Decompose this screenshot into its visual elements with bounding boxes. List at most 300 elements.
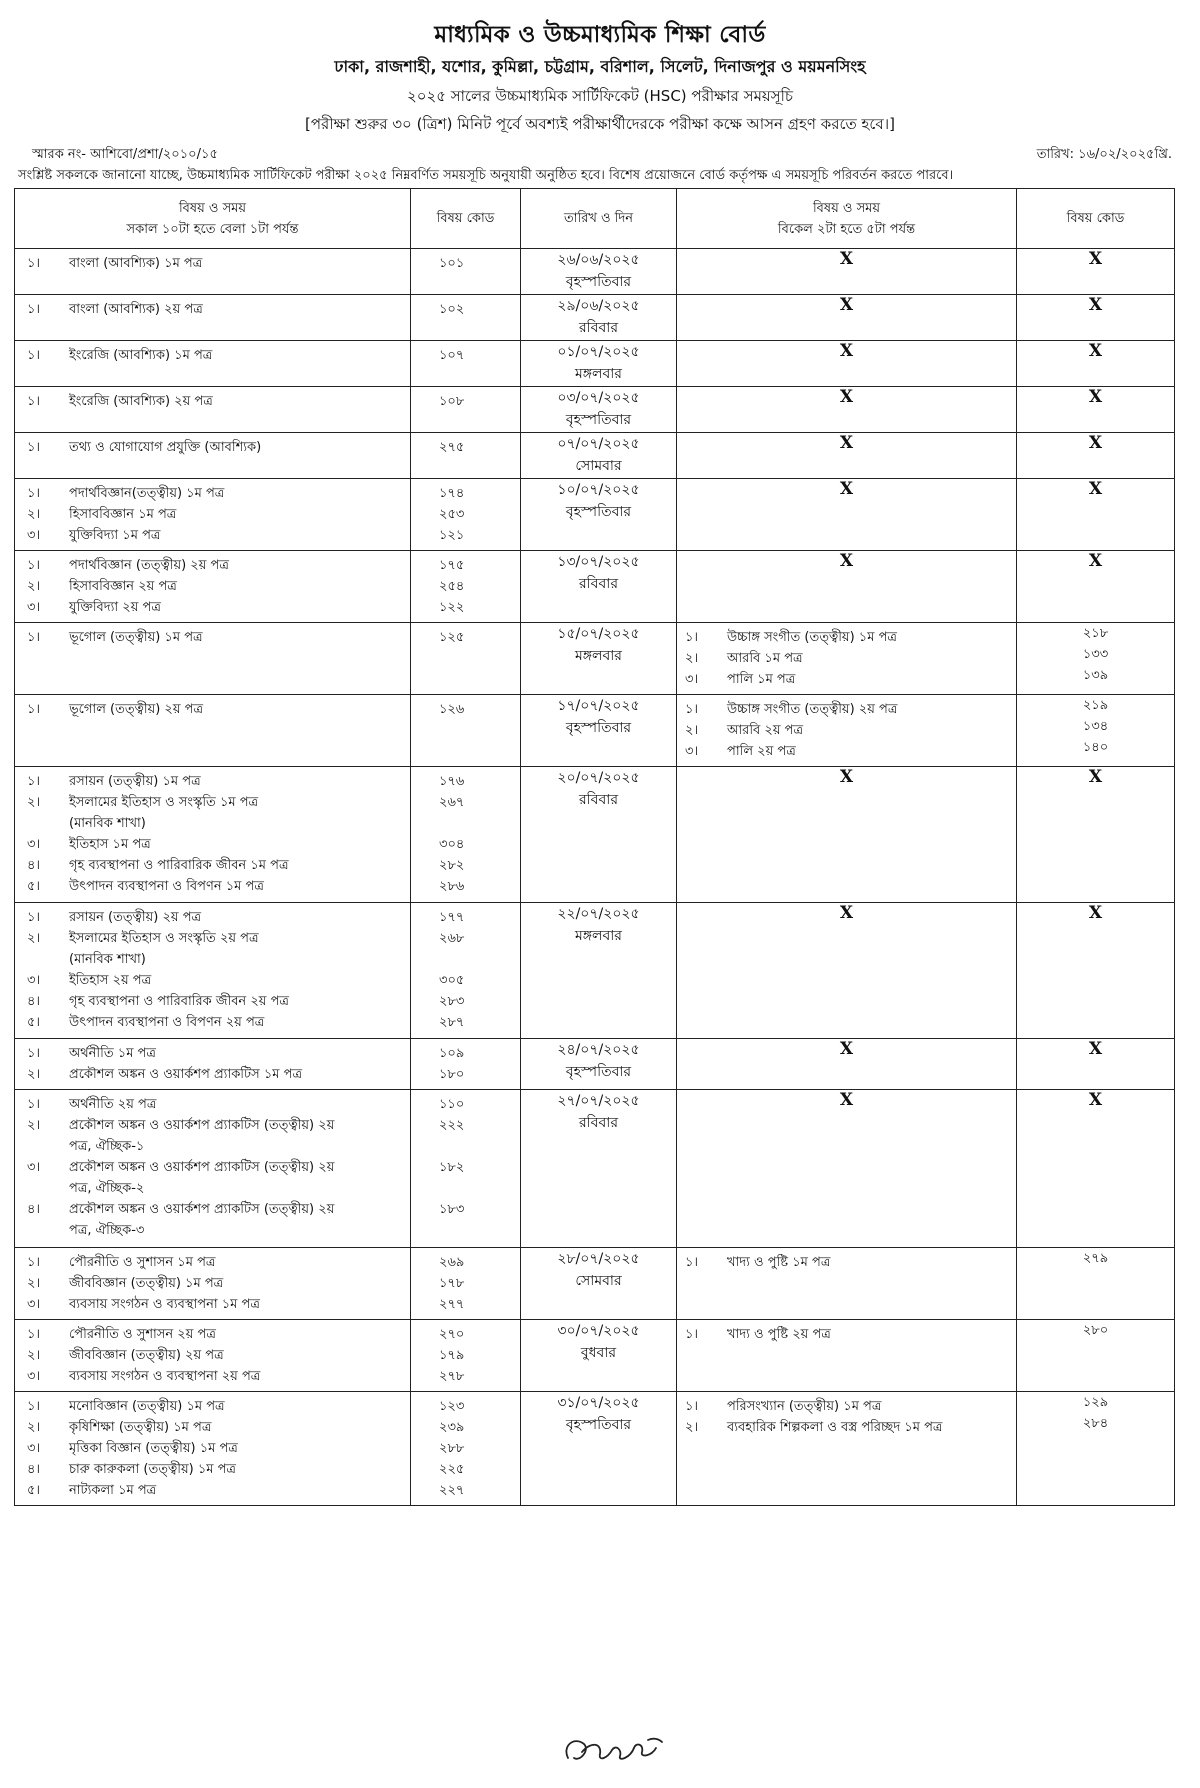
date-value: ২৬/০৬/২০২৫ xyxy=(557,252,640,268)
morning-codes xyxy=(411,479,521,551)
no-exam-mark: X xyxy=(677,479,1017,551)
exam-date xyxy=(521,387,677,433)
day-name: মঙ্গলবার xyxy=(574,366,623,382)
exam-date xyxy=(521,623,677,695)
subject-line xyxy=(27,1366,402,1387)
no-exam-mark: X xyxy=(677,1039,1017,1090)
date-value: ২৮/০৭/২০২৫ xyxy=(557,1251,640,1267)
subject-code: ১৭৪ xyxy=(439,486,465,501)
serial-number: ৩। xyxy=(27,1297,41,1312)
morning-subjects xyxy=(15,295,411,341)
exam-date xyxy=(521,767,677,903)
subject-line xyxy=(27,1345,402,1366)
subject-line xyxy=(685,1252,1010,1273)
morning-codes xyxy=(411,433,521,479)
subject-name: পত্র, ঐচ্ছিক-৩ xyxy=(69,1223,145,1238)
subject-name: নাট্যকলা ১ম পত্র xyxy=(69,1483,157,1498)
no-exam-code-mark: X xyxy=(1017,249,1175,295)
morning-codes xyxy=(411,249,521,295)
no-exam-mark: X xyxy=(677,433,1017,479)
subject-line xyxy=(27,1115,402,1136)
subject-name: উচ্চাঙ্গ সংগীত (তত্ত্বীয়) ১ম পত্র xyxy=(727,630,897,645)
serial-number: ১। xyxy=(27,256,41,271)
serial-number: ২। xyxy=(27,1348,41,1363)
date-value: ২৯/০৬/২০২৫ xyxy=(557,298,640,314)
subject-name: চারু কারুকলা (তত্ত্বীয়) ১ম পত্র xyxy=(69,1462,236,1477)
subject-line xyxy=(27,970,402,991)
serial-number: ২। xyxy=(27,579,41,594)
subject-code: ২৬৮ xyxy=(439,931,465,946)
serial-number: ২। xyxy=(27,1118,41,1133)
serial-number: ১। xyxy=(685,1255,699,1270)
serial-number: ১। xyxy=(27,1097,41,1112)
subject-line xyxy=(685,669,1010,690)
subject-line xyxy=(27,437,402,458)
serial-number: ৩। xyxy=(27,973,41,988)
subject-code: ১১০ xyxy=(439,1097,465,1112)
no-exam-mark: X xyxy=(677,551,1017,623)
table-row xyxy=(15,295,1175,341)
subject-name: রসায়ন (তত্ত্বীয়) ২য় পত্র xyxy=(69,910,202,925)
table-row xyxy=(15,1090,1175,1248)
subject-line xyxy=(27,1294,402,1315)
notice-text: সংশ্লিষ্ট সকলকে জানানো যাচ্ছে, উচ্চমাধ্যমিক সার্টিফিকেট পরীক্ষা ২০২৫ নিম্নবর্ণিত সময়সূচি অনুযায়ী অনুষ্ঠিত হবে। বিশেষ প্রয়োজনে বোর্ড কর্তৃপক্ষ এ সময়সূচি পরিবর্তন করতে পারবে। xyxy=(18,168,954,183)
subject-line xyxy=(27,555,402,576)
no-exam-code-mark: X xyxy=(1017,479,1175,551)
subject-line xyxy=(27,876,402,897)
no-exam-mark: X xyxy=(677,1090,1017,1248)
header xyxy=(14,18,1186,138)
date-value: ০৩/০৭/২০২৫ xyxy=(557,390,640,406)
subject-name: কৃষিশিক্ষা (তত্ত্বীয়) ১ম পত্র xyxy=(69,1420,212,1435)
subject-line xyxy=(27,253,402,274)
evening-subjects xyxy=(677,1392,1017,1506)
subject-code: ১৭৯ xyxy=(439,1348,465,1363)
day-name: মঙ্গলবার xyxy=(574,928,623,944)
serial-number: ২। xyxy=(27,795,41,810)
morning-subjects xyxy=(15,249,411,295)
subject-code: ১০৭ xyxy=(439,348,465,363)
subject-code xyxy=(439,813,520,834)
no-exam-mark: X xyxy=(677,903,1017,1039)
morning-codes xyxy=(411,623,521,695)
serial-number xyxy=(27,949,69,970)
subject-code: ২৩৯ xyxy=(439,1420,465,1435)
morning-codes xyxy=(411,1090,521,1248)
subject-name: আরবি ২য় পত্র xyxy=(727,723,804,738)
subject-line xyxy=(685,627,1010,648)
day-name: রবিবার xyxy=(578,792,619,808)
subject-line xyxy=(27,1178,402,1199)
subject-name: ব্যবসায় সংগঠন ও ব্যবস্থাপনা ২য় পত্র xyxy=(69,1369,261,1384)
evening-subjects xyxy=(677,1320,1017,1392)
morning-subjects xyxy=(15,433,411,479)
morning-codes xyxy=(411,903,521,1039)
serial-number: ১। xyxy=(685,1327,699,1342)
no-exam-code-mark: X xyxy=(1017,295,1175,341)
evening-subjects xyxy=(677,695,1017,767)
subject-name: মৃত্তিকা বিজ্ঞান (তত্ত্বীয়) ১ম পত্র xyxy=(69,1441,238,1456)
table-row xyxy=(15,695,1175,767)
date-value: ০৭/০৭/২০২৫ xyxy=(557,436,640,452)
subject-code: ১২১ xyxy=(439,528,465,543)
serial-number: ১। xyxy=(27,774,41,789)
table-row xyxy=(15,1248,1175,1320)
subject-code: ১৩৯ xyxy=(1082,668,1109,683)
subject-code: ১৮০ xyxy=(439,1067,465,1082)
date-value: ৩১/০৭/২০২৫ xyxy=(557,1395,640,1411)
no-exam-mark: X xyxy=(677,767,1017,903)
serial-number: ২। xyxy=(27,1420,41,1435)
serial-number: ১। xyxy=(685,1399,699,1414)
no-exam-mark: X xyxy=(677,387,1017,433)
subject-line xyxy=(27,483,402,504)
evening-codes xyxy=(1017,695,1175,767)
serial-number: ৩। xyxy=(685,672,699,687)
serial-number: ৩। xyxy=(27,1160,41,1175)
subject-line xyxy=(27,576,402,597)
subject-line xyxy=(27,813,402,834)
subject-code: ২৮২ xyxy=(439,858,465,873)
subject-line xyxy=(685,1324,1010,1345)
subject-name: উচ্চাঙ্গ সংগীত (তত্ত্বীয়) ২য় পত্র xyxy=(727,702,898,717)
subject-code: ২৮৬ xyxy=(439,879,465,894)
morning-subjects xyxy=(15,341,411,387)
morning-subjects xyxy=(15,903,411,1039)
exam-instruction: [পরীক্ষা শুরুর ৩০ (ত্রিশ) মিনিট পূর্বে অবশ্যই পরীক্ষার্থীদেরকে পরীক্ষা কক্ষে আসন গ্রহণ করতে হবে।] xyxy=(305,115,895,133)
subject-code xyxy=(439,1220,520,1241)
date-value: ৩০/০৭/২০২৫ xyxy=(557,1323,640,1339)
date-value: ২৭/০৭/২০২৫ xyxy=(557,1093,640,1109)
subject-name: বাংলা (আবশ্যিক) ১ম পত্র xyxy=(69,256,203,271)
subject-code: ২৭৭ xyxy=(439,1297,465,1312)
memo-line xyxy=(14,144,1186,166)
subject-line xyxy=(27,1199,402,1220)
serial-number: ২। xyxy=(27,931,41,946)
serial-number: ১। xyxy=(27,1399,41,1414)
exam-date xyxy=(521,433,677,479)
table-row xyxy=(15,387,1175,433)
subject-line xyxy=(27,771,402,792)
serial-number: ২। xyxy=(685,651,699,666)
subject-name: খাদ্য ও পুষ্টি ১ম পত্র xyxy=(727,1255,831,1270)
exam-date xyxy=(521,1039,677,1090)
serial-number xyxy=(27,1136,69,1157)
no-exam-code-mark: X xyxy=(1017,387,1175,433)
subject-line xyxy=(27,949,402,970)
morning-codes xyxy=(411,767,521,903)
subject-code: ২৮৮ xyxy=(439,1441,465,1456)
subject-name: ইতিহাস ১ম পত্র xyxy=(69,837,151,852)
serial-number: ৩। xyxy=(27,1441,41,1456)
subject-line xyxy=(685,720,1010,741)
header-evening: বিষয় ও সময় বিকেল ২টা হতে ৫টা পর্যন্ত xyxy=(677,189,1017,249)
subject-line xyxy=(27,1064,402,1085)
evening-codes xyxy=(1017,1320,1175,1392)
date-value: ০১/০৭/২০২৫ xyxy=(557,344,640,360)
no-exam-code-mark: X xyxy=(1017,1039,1175,1090)
subject-code: ১৮২ xyxy=(439,1160,465,1175)
subject-line xyxy=(27,1136,402,1157)
subject-code: ৩০৪ xyxy=(439,837,465,852)
subject-line xyxy=(27,345,402,366)
serial-number: ১। xyxy=(27,348,41,363)
date-value: ১০/০৭/২০২৫ xyxy=(557,482,640,498)
no-exam-mark: X xyxy=(677,295,1017,341)
day-name: রবিবার xyxy=(578,320,619,336)
header-date: তারিখ ও দিন xyxy=(521,189,677,249)
subject-name: ব্যবহারিক শিল্পকলা ও বস্ত্র পরিচ্ছদ ১ম পত্র xyxy=(727,1420,943,1435)
table-row xyxy=(15,1392,1175,1506)
subject-line xyxy=(27,391,402,412)
serial-number xyxy=(27,813,69,834)
subject-code: ২৭০ xyxy=(439,1327,465,1342)
serial-number: ৩। xyxy=(27,1369,41,1384)
subject-line xyxy=(27,299,402,320)
subject-name: (মানবিক শাখা) xyxy=(69,952,146,967)
subject-name: উৎপাদন ব্যবস্থাপনা ও বিপণন ১ম পত্র xyxy=(69,879,264,894)
table-row xyxy=(15,249,1175,295)
subject-name: হিসাববিজ্ঞান ১ম পত্র xyxy=(69,507,177,522)
schedule-table xyxy=(14,188,1175,1506)
exam-date xyxy=(521,479,677,551)
serial-number: ১। xyxy=(685,630,699,645)
serial-number: ১। xyxy=(27,440,41,455)
serial-number: ১। xyxy=(27,630,41,645)
subject-name: পত্র, ঐচ্ছিক-১ xyxy=(69,1139,145,1154)
subject-name: ব্যবসায় সংগঠন ও ব্যবস্থাপনা ১ম পত্র xyxy=(69,1297,260,1312)
day-name: বৃহস্পতিবার xyxy=(565,412,632,428)
subject-name: প্রকৌশল অঙ্কন ও ওয়ার্কশপ প্র্যাকটিস (তত্ত্বীয়) ২য় xyxy=(69,1160,335,1175)
subject-code: ১৩৪ xyxy=(1082,719,1109,734)
subject-code: ১৪০ xyxy=(1082,740,1109,755)
serial-number: ৩। xyxy=(27,837,41,852)
morning-subjects xyxy=(15,1090,411,1248)
morning-codes xyxy=(411,341,521,387)
subject-line xyxy=(685,1417,1010,1438)
serial-number: ২। xyxy=(27,1067,41,1082)
signature-image xyxy=(560,1728,680,1772)
subject-code xyxy=(439,1178,520,1199)
subject-code: ১০১ xyxy=(439,256,465,271)
schedule-title: ২০২৫ সালের উচ্চমাধ্যমিক সার্টিফিকেট (HSC) পরীক্ষার সময়সূচি xyxy=(406,87,794,105)
subject-name: খাদ্য ও পুষ্টি ২য় পত্র xyxy=(727,1327,831,1342)
no-exam-mark: X xyxy=(677,341,1017,387)
subject-name: রসায়ন (তত্ত্বীয়) ১ম পত্র xyxy=(69,774,201,789)
subject-code: ২৫৩ xyxy=(439,507,465,522)
schedule-body xyxy=(15,249,1175,1506)
subject-code: ২২৭ xyxy=(439,1483,465,1498)
no-exam-code-mark: X xyxy=(1017,551,1175,623)
header-code: বিষয় কোড xyxy=(411,189,521,249)
day-name: রবিবার xyxy=(578,576,619,592)
subject-line xyxy=(685,741,1010,762)
subject-line xyxy=(27,1396,402,1417)
subject-name: পালি ২য় পত্র xyxy=(727,744,796,759)
subject-code: ২৮৪ xyxy=(1082,1416,1109,1431)
subject-name: পৌরনীতি ও সুশাসন ২য় পত্র xyxy=(69,1327,216,1342)
subject-line xyxy=(685,699,1010,720)
table-row xyxy=(15,1320,1175,1392)
exam-date xyxy=(521,1248,677,1320)
subject-name: আরবি ১ম পত্র xyxy=(727,651,803,666)
subject-name: জীববিজ্ঞান (তত্ত্বীয়) ২য় পত্র xyxy=(69,1348,224,1363)
subject-line xyxy=(27,1273,402,1294)
day-name: বৃহস্পতিবার xyxy=(565,274,632,290)
serial-number: ২। xyxy=(27,1276,41,1291)
serial-number: ১। xyxy=(27,702,41,717)
subject-line xyxy=(27,1480,402,1501)
table-row xyxy=(15,903,1175,1039)
subject-name: প্রকৌশল অঙ্কন ও ওয়ার্কশপ প্র্যাকটিস ১ম পত্র xyxy=(69,1067,302,1082)
subject-line xyxy=(27,1094,402,1115)
subject-line xyxy=(27,1043,402,1064)
no-exam-code-mark: X xyxy=(1017,903,1175,1039)
table-row xyxy=(15,433,1175,479)
serial-number: ২। xyxy=(685,1420,699,1435)
subject-code: ১০৮ xyxy=(439,394,465,409)
table-row xyxy=(15,1039,1175,1090)
subject-line xyxy=(685,648,1010,669)
subject-name: ইতিহাস ২য় পত্র xyxy=(69,973,152,988)
subject-line xyxy=(27,1459,402,1480)
subject-line xyxy=(685,1396,1010,1417)
serial-number: ৩। xyxy=(27,600,41,615)
subject-name: ভূগোল (তত্ত্বীয়) ২য় পত্র xyxy=(69,702,204,717)
serial-number: ১। xyxy=(27,910,41,925)
table-header-row xyxy=(15,189,1175,249)
exam-date xyxy=(521,341,677,387)
serial-number: ৩। xyxy=(685,744,699,759)
subject-code: ২৫৪ xyxy=(439,579,465,594)
day-name: বৃহস্পতিবার xyxy=(565,1064,632,1080)
subject-name: তথ্য ও যোগাযোগ প্রযুক্তি (আবশ্যিক) xyxy=(69,440,262,455)
morning-codes xyxy=(411,1392,521,1506)
subject-name: পদার্থবিজ্ঞান(তত্ত্বীয়) ১ম পত্র xyxy=(69,486,225,501)
subject-line xyxy=(27,525,402,546)
subject-line xyxy=(27,1324,402,1345)
subject-line xyxy=(27,1012,402,1033)
subject-code: ১০৯ xyxy=(439,1046,465,1061)
serial-number: ২। xyxy=(685,723,699,738)
day-name: বৃহস্পতিবার xyxy=(565,1417,632,1433)
subject-code: ১৭৮ xyxy=(439,1276,465,1291)
no-exam-code-mark: X xyxy=(1017,433,1175,479)
subject-code: ১৭৬ xyxy=(439,774,465,789)
exam-date xyxy=(521,1320,677,1392)
subject-code: ২৮৩ xyxy=(439,994,465,1009)
exam-date xyxy=(521,1392,677,1506)
subject-name: পত্র, ঐচ্ছিক-২ xyxy=(69,1181,145,1196)
subject-name: যুক্তিবিদ্যা ২য় পত্র xyxy=(69,600,161,615)
subject-line xyxy=(27,991,402,1012)
subject-code: ১২৯ xyxy=(1082,1395,1109,1410)
morning-codes xyxy=(411,551,521,623)
subject-name: অর্থনীতি ২য় পত্র xyxy=(69,1097,157,1112)
exam-date xyxy=(521,551,677,623)
subject-code: ২৬৭ xyxy=(439,795,465,810)
serial-number xyxy=(27,1220,69,1241)
evening-subjects xyxy=(677,623,1017,695)
subject-name: পরিসংখ্যান (তত্ত্বীয়) ১ম পত্র xyxy=(727,1399,882,1414)
evening-codes xyxy=(1017,1248,1175,1320)
morning-subjects xyxy=(15,695,411,767)
serial-number: ৩। xyxy=(27,528,41,543)
serial-number: ১। xyxy=(27,558,41,573)
subject-name: প্রকৌশল অঙ্কন ও ওয়ার্কশপ প্র্যাকটিস (তত্ত্বীয়) ২য় xyxy=(69,1118,335,1133)
date-value: ২৪/০৭/২০২৫ xyxy=(557,1042,640,1058)
memo-date: তারিখ: ১৬/০২/২০২৫খ্রি. xyxy=(1036,147,1172,162)
subject-code xyxy=(439,949,520,970)
subject-name: ভূগোল (তত্ত্বীয়) ১ম পত্র xyxy=(69,630,203,645)
subject-code: ২৮৭ xyxy=(439,1015,465,1030)
subject-code: ১৩৩ xyxy=(1082,647,1109,662)
subject-name: গৃহ ব্যবস্থাপনা ও পারিবারিক জীবন ১ম পত্র xyxy=(69,858,289,873)
serial-number: ১। xyxy=(27,486,41,501)
subject-name: পৌরনীতি ও সুশাসন ১ম পত্র xyxy=(69,1255,216,1270)
table-row xyxy=(15,623,1175,695)
day-name: সোমবার xyxy=(575,1273,622,1289)
exam-date xyxy=(521,295,677,341)
subject-line xyxy=(27,597,402,618)
subject-line xyxy=(27,1157,402,1178)
morning-subjects xyxy=(15,1392,411,1506)
no-exam-mark: X xyxy=(677,249,1017,295)
subject-name: প্রকৌশল অঙ্কন ও ওয়ার্কশপ প্র্যাকটিস (তত্ত্বীয়) ২য় xyxy=(69,1202,335,1217)
header-morning: বিষয় ও সময় সকাল ১০টা হতে বেলা ১টা পর্যন্ত xyxy=(15,189,411,249)
serial-number: ২। xyxy=(27,507,41,522)
morning-subjects xyxy=(15,623,411,695)
subject-code: ১২২ xyxy=(439,600,465,615)
serial-number: ৫। xyxy=(27,1015,41,1030)
subject-code: ২৬৯ xyxy=(439,1255,465,1270)
day-name: সোমবার xyxy=(575,458,622,474)
morning-subjects xyxy=(15,767,411,903)
no-exam-code-mark: X xyxy=(1017,767,1175,903)
subject-code: ২১৯ xyxy=(1082,698,1109,713)
serial-number: ৫। xyxy=(27,1483,41,1498)
table-row xyxy=(15,551,1175,623)
exam-date xyxy=(521,903,677,1039)
subject-name: পদার্থবিজ্ঞান (তত্ত্বীয়) ২য় পত্র xyxy=(69,558,229,573)
day-name: মঙ্গলবার xyxy=(574,648,623,664)
subject-line xyxy=(27,1220,402,1241)
serial-number: ১। xyxy=(685,702,699,717)
subject-code xyxy=(439,1136,520,1157)
morning-codes xyxy=(411,1248,521,1320)
table-row xyxy=(15,767,1175,903)
date-value: ১৫/০৭/২০২৫ xyxy=(557,626,640,642)
serial-number: ১। xyxy=(27,1327,41,1342)
date-value: ১৭/০৭/২০২৫ xyxy=(557,698,640,714)
morning-codes xyxy=(411,1039,521,1090)
date-value: ২০/০৭/২০২৫ xyxy=(557,770,640,786)
morning-subjects xyxy=(15,387,411,433)
subject-line xyxy=(27,1417,402,1438)
day-name: বৃহস্পতিবার xyxy=(565,504,632,520)
morning-subjects xyxy=(15,1320,411,1392)
subject-name: গৃহ ব্যবস্থাপনা ও পারিবারিক জীবন ২য় পত্র xyxy=(69,994,289,1009)
date-value: ১৩/০৭/২০২৫ xyxy=(557,554,640,570)
serial-number: ১। xyxy=(27,1255,41,1270)
subject-name: উৎপাদন ব্যবস্থাপনা ও বিপণন ২য় পত্র xyxy=(69,1015,265,1030)
day-name: বুধবার xyxy=(580,1345,617,1361)
serial-number: ৪। xyxy=(27,858,41,873)
subject-name: হিসাববিজ্ঞান ২য় পত্র xyxy=(69,579,177,594)
subject-code: ২২৫ xyxy=(439,1462,465,1477)
header-evening-code: বিষয় কোড xyxy=(1017,189,1175,249)
subject-code: ২৭৫ xyxy=(439,440,465,455)
